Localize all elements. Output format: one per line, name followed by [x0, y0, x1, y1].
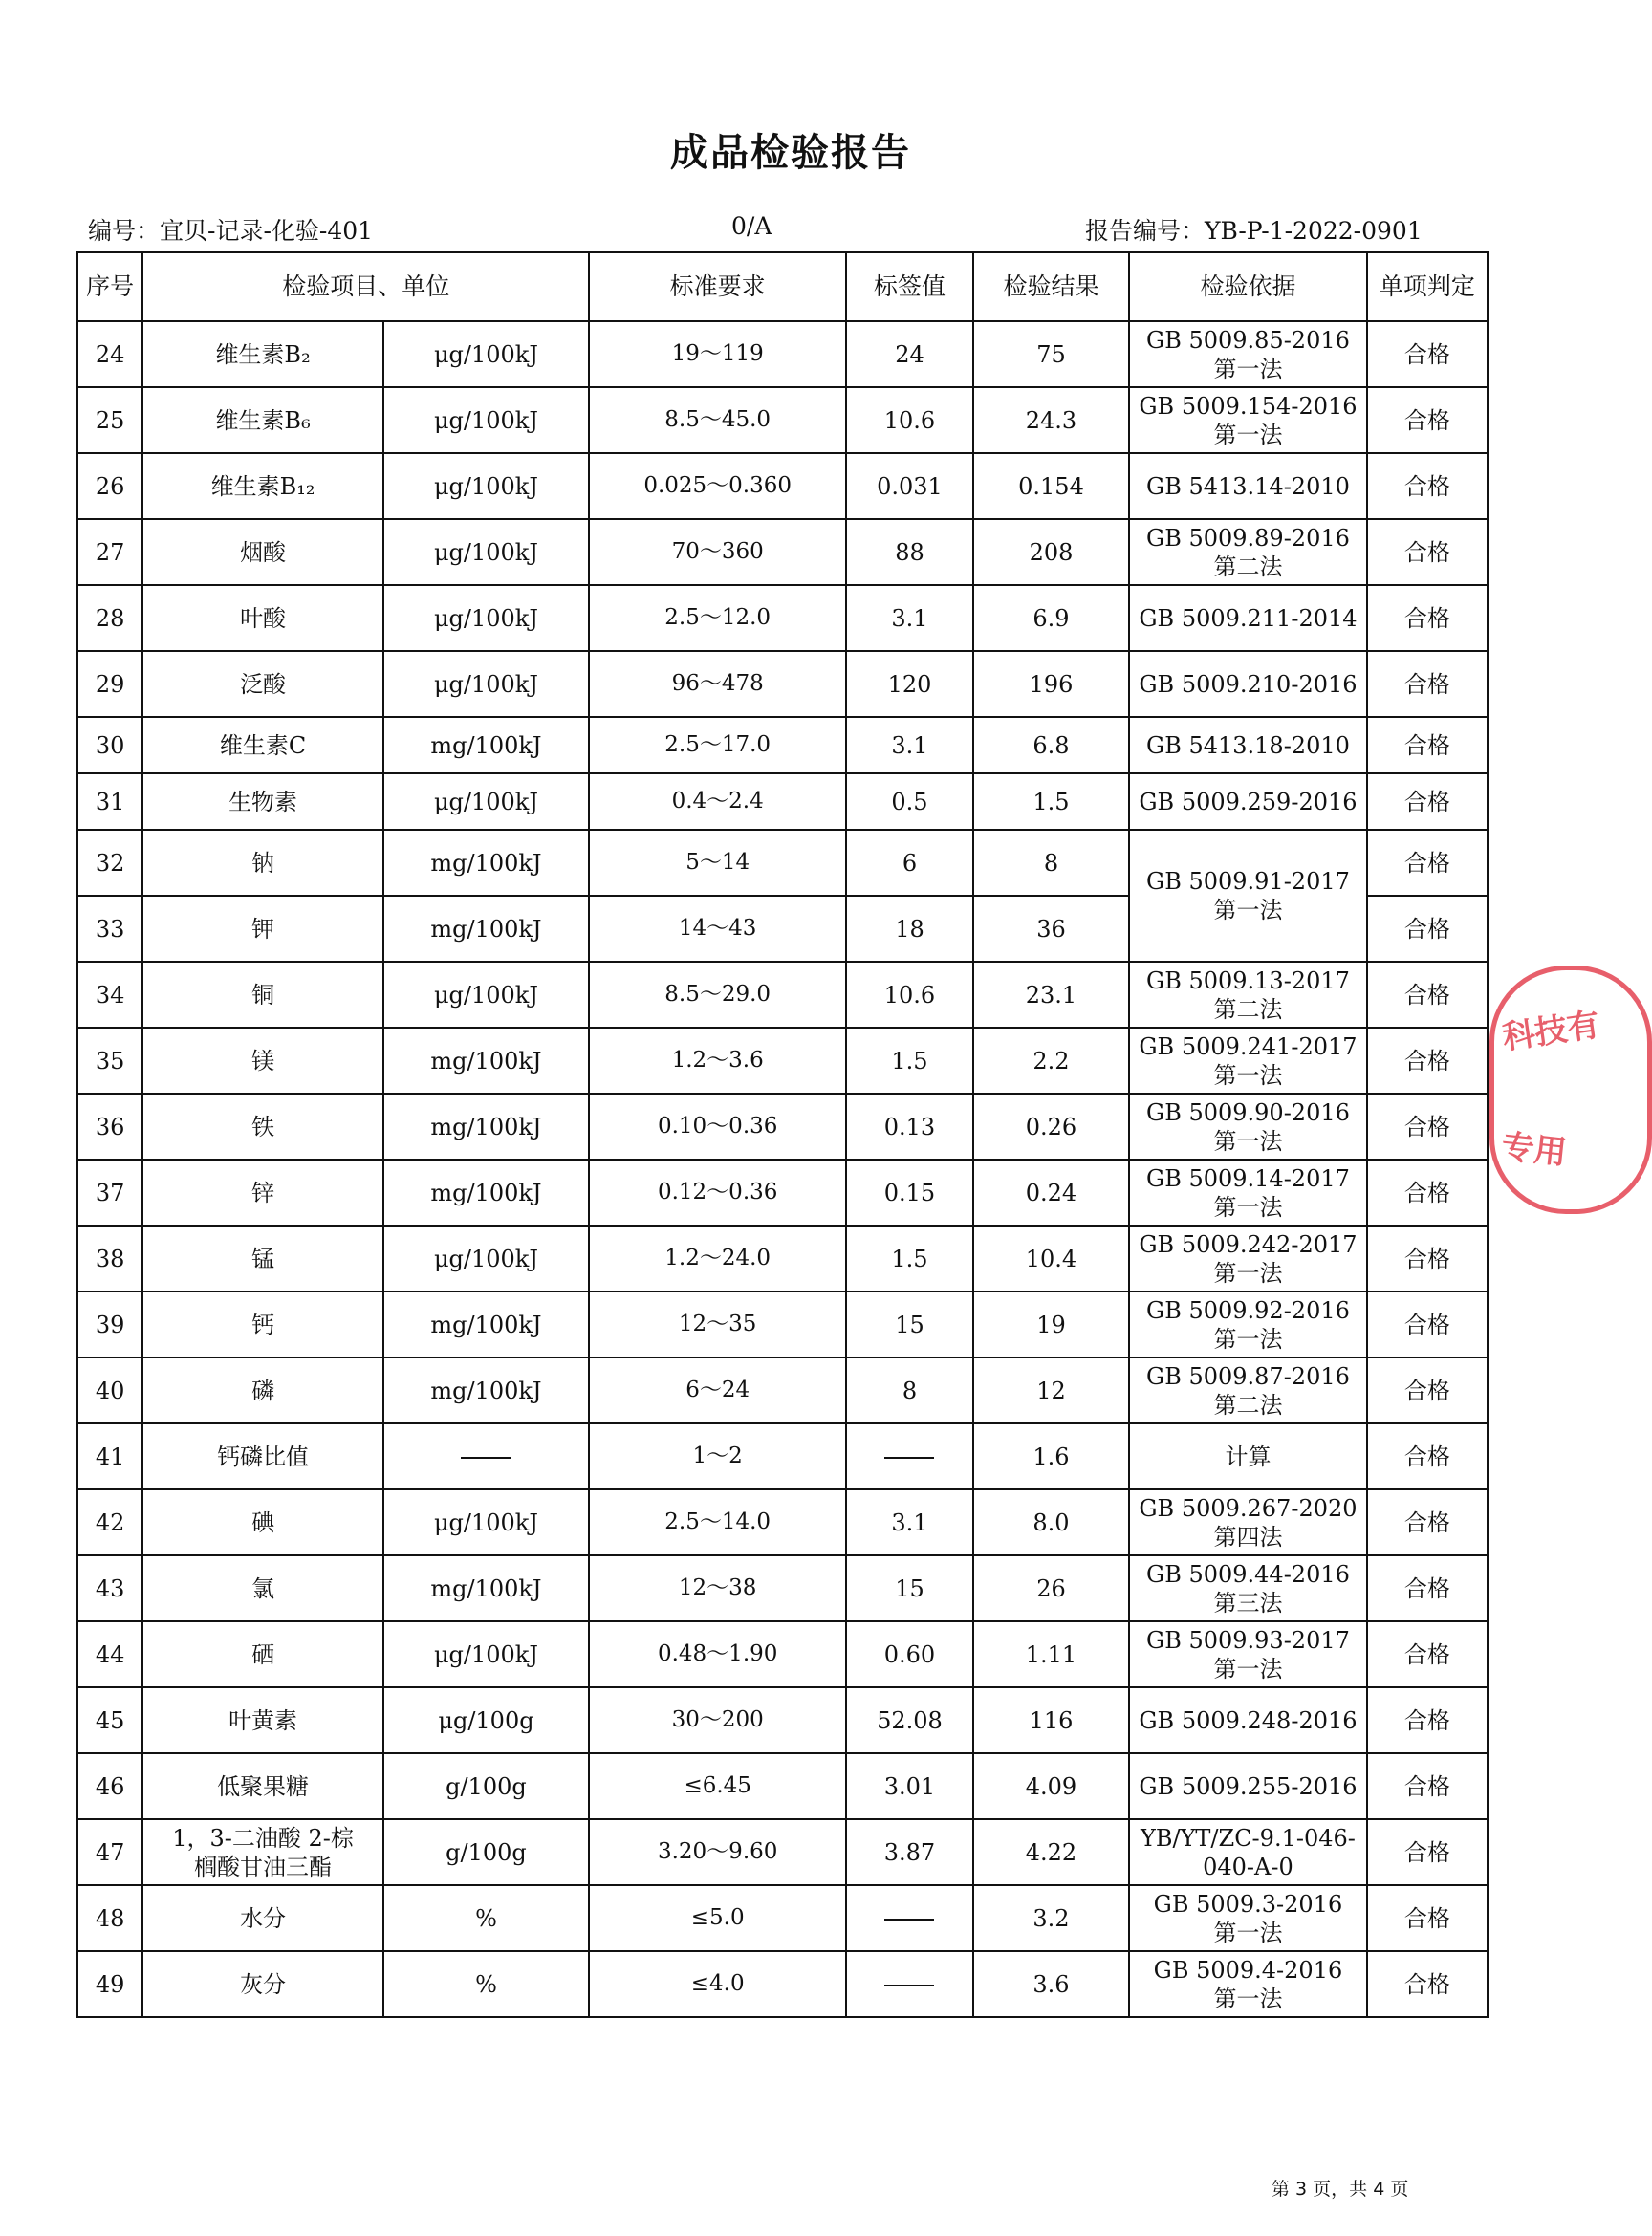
table-row — [77, 717, 1488, 773]
test-basis: GB 5009.13-2017 第二法 — [1129, 962, 1366, 1028]
judgement: 合格 — [1367, 1885, 1488, 1951]
judgement: 合格 — [1367, 896, 1488, 962]
result-value: 3.2 — [973, 1885, 1130, 1951]
result-value: 116 — [973, 1687, 1130, 1753]
col-header-basis: 检验依据 — [1129, 252, 1366, 321]
version-label: 0/A — [731, 212, 772, 240]
table-row — [77, 1885, 1488, 1951]
item-unit: % — [383, 1951, 589, 2017]
row-number: 31 — [77, 773, 142, 830]
judgement: 合格 — [1367, 962, 1488, 1028]
standard-value: 96～478 — [589, 651, 846, 717]
item-unit: mg/100kJ — [383, 717, 589, 773]
table-row — [77, 519, 1488, 585]
test-basis: GB 5413.14-2010 — [1129, 453, 1366, 519]
standard-value: 12～38 — [589, 1555, 846, 1621]
test-basis: 计算 — [1129, 1423, 1366, 1489]
stamp-text-top: 科技有 — [1500, 1006, 1602, 1057]
label-value: 10.6 — [846, 962, 972, 1028]
item-unit: % — [383, 1885, 589, 1951]
standard-value: 3.20～9.60 — [589, 1819, 846, 1885]
result-value: 1.11 — [973, 1621, 1130, 1687]
judgement: 合格 — [1367, 1357, 1488, 1423]
row-number: 35 — [77, 1028, 142, 1094]
col-header-std: 标准要求 — [589, 252, 846, 321]
label-value: 0.5 — [846, 773, 972, 830]
item-unit — [383, 1423, 589, 1489]
col-header-result: 检验结果 — [973, 252, 1130, 321]
item-unit: μg/100g — [383, 1687, 589, 1753]
table-row — [77, 585, 1488, 651]
judgement: 合格 — [1367, 1292, 1488, 1357]
label-value — [846, 1423, 972, 1489]
test-basis: GB 5009.89-2016 第二法 — [1129, 519, 1366, 585]
judgement: 合格 — [1367, 1160, 1488, 1226]
item-name: 泛酸 — [142, 651, 383, 717]
item-unit: mg/100kJ — [383, 896, 589, 962]
table-row — [77, 1423, 1488, 1489]
row-number: 43 — [77, 1555, 142, 1621]
standard-value: 2.5～17.0 — [589, 717, 846, 773]
result-value: 36 — [973, 896, 1130, 962]
label-value: 1.5 — [846, 1028, 972, 1094]
standard-value: 19～119 — [589, 321, 846, 387]
item-name: 低聚果糖 — [142, 1753, 383, 1819]
item-name: 烟酸 — [142, 519, 383, 585]
standard-value: 0.025～0.360 — [589, 453, 846, 519]
result-value: 75 — [973, 321, 1130, 387]
row-number: 24 — [77, 321, 142, 387]
inspection-table — [76, 251, 1489, 2018]
row-number: 34 — [77, 962, 142, 1028]
label-value: 3.1 — [846, 1489, 972, 1555]
label-value: 0.60 — [846, 1621, 972, 1687]
table-row — [77, 1357, 1488, 1423]
row-number: 36 — [77, 1094, 142, 1160]
item-name: 锰 — [142, 1226, 383, 1292]
test-basis: GB 5009.85-2016 第一法 — [1129, 321, 1366, 387]
test-basis: GB 5009.211-2014 — [1129, 585, 1366, 651]
item-name: 钙 — [142, 1292, 383, 1357]
result-value: 0.24 — [973, 1160, 1130, 1226]
row-number: 38 — [77, 1226, 142, 1292]
test-basis: GB 5009.44-2016 第三法 — [1129, 1555, 1366, 1621]
judgement: 合格 — [1367, 1555, 1488, 1621]
test-basis: GB 5009.4-2016 第一法 — [1129, 1951, 1366, 2017]
item-name: 1，3-二油酸 2-棕 榈酸甘油三酯 — [142, 1819, 383, 1885]
result-value: 3.6 — [973, 1951, 1130, 2017]
record-number: 编号：宜贝-记录-化验-401 — [88, 217, 374, 245]
standard-value: 6～24 — [589, 1357, 846, 1423]
judgement: 合格 — [1367, 1423, 1488, 1489]
standard-value: 70～360 — [589, 519, 846, 585]
label-value: 0.15 — [846, 1160, 972, 1226]
label-value: 8 — [846, 1357, 972, 1423]
result-value: 10.4 — [973, 1226, 1130, 1292]
judgement: 合格 — [1367, 1687, 1488, 1753]
item-unit: mg/100kJ — [383, 1555, 589, 1621]
item-name: 锌 — [142, 1160, 383, 1226]
row-number: 46 — [77, 1753, 142, 1819]
standard-value: ≤6.45 — [589, 1753, 846, 1819]
label-value: 10.6 — [846, 387, 972, 453]
judgement: 合格 — [1367, 1621, 1488, 1687]
standard-value: 0.4～2.4 — [589, 773, 846, 830]
table-row — [77, 1489, 1488, 1555]
table-row — [77, 387, 1488, 453]
test-basis: GB 5009.248-2016 — [1129, 1687, 1366, 1753]
label-value: 52.08 — [846, 1687, 972, 1753]
label-value: 24 — [846, 321, 972, 387]
result-value: 6.9 — [973, 585, 1130, 651]
dash-mark — [884, 1919, 934, 1921]
page-number: 第 3 页，共 4 页 — [1272, 2179, 1409, 2200]
judgement: 合格 — [1367, 830, 1488, 896]
result-value: 8 — [973, 830, 1130, 896]
label-value: 0.031 — [846, 453, 972, 519]
item-name: 维生素B₁₂ — [142, 453, 383, 519]
item-name: 镁 — [142, 1028, 383, 1094]
test-basis: GB 5413.18-2010 — [1129, 717, 1366, 773]
table-row — [77, 453, 1488, 519]
test-basis: YB/YT/ZC-9.1-046- 040-A-0 — [1129, 1819, 1366, 1885]
col-header-item: 检验项目、单位 — [142, 252, 589, 321]
item-unit: g/100g — [383, 1819, 589, 1885]
label-value: 0.13 — [846, 1094, 972, 1160]
judgement: 合格 — [1367, 321, 1488, 387]
label-value: 3.1 — [846, 585, 972, 651]
label-value: 3.87 — [846, 1819, 972, 1885]
test-basis: GB 5009.14-2017 第一法 — [1129, 1160, 1366, 1226]
result-value: 4.22 — [973, 1819, 1130, 1885]
item-unit: μg/100kJ — [383, 321, 589, 387]
standard-value: 1～2 — [589, 1423, 846, 1489]
row-number: 45 — [77, 1687, 142, 1753]
table-row — [77, 1028, 1488, 1094]
test-basis: GB 5009.255-2016 — [1129, 1753, 1366, 1819]
seal-stamp — [1489, 966, 1652, 1214]
standard-value: 2.5～12.0 — [589, 585, 846, 651]
item-name: 灰分 — [142, 1951, 383, 2017]
row-number: 27 — [77, 519, 142, 585]
row-number: 47 — [77, 1819, 142, 1885]
item-name: 碘 — [142, 1489, 383, 1555]
dash-mark — [884, 1457, 934, 1459]
col-header-label: 标签值 — [846, 252, 972, 321]
row-number: 44 — [77, 1621, 142, 1687]
result-value: 24.3 — [973, 387, 1130, 453]
table-row — [77, 1753, 1488, 1819]
standard-value: 1.2～24.0 — [589, 1226, 846, 1292]
standard-value: 2.5～14.0 — [589, 1489, 846, 1555]
judgement: 合格 — [1367, 1226, 1488, 1292]
row-number: 41 — [77, 1423, 142, 1489]
test-basis: GB 5009.3-2016 第一法 — [1129, 1885, 1366, 1951]
table-header-row — [77, 252, 1488, 321]
standard-value: 14～43 — [589, 896, 846, 962]
judgement: 合格 — [1367, 519, 1488, 585]
result-value: 19 — [973, 1292, 1130, 1357]
table-row — [77, 1555, 1488, 1621]
result-value: 196 — [973, 651, 1130, 717]
label-value — [846, 1885, 972, 1951]
judgement: 合格 — [1367, 387, 1488, 453]
row-number: 33 — [77, 896, 142, 962]
table-row — [77, 962, 1488, 1028]
row-number: 39 — [77, 1292, 142, 1357]
item-unit: mg/100kJ — [383, 830, 589, 896]
result-value: 26 — [973, 1555, 1130, 1621]
label-value: 15 — [846, 1292, 972, 1357]
test-basis: GB 5009.241-2017 第一法 — [1129, 1028, 1366, 1094]
label-value: 88 — [846, 519, 972, 585]
col-header-judge: 单项判定 — [1367, 252, 1488, 321]
table-row — [77, 830, 1488, 896]
standard-value: 5～14 — [589, 830, 846, 896]
col-header-no: 序号 — [77, 252, 142, 321]
row-number: 30 — [77, 717, 142, 773]
row-number: 48 — [77, 1885, 142, 1951]
result-value: 23.1 — [973, 962, 1130, 1028]
label-value: 15 — [846, 1555, 972, 1621]
item-name: 维生素B₂ — [142, 321, 383, 387]
item-name: 叶黄素 — [142, 1687, 383, 1753]
test-basis: GB 5009.242-2017 第一法 — [1129, 1226, 1366, 1292]
test-basis: GB 5009.259-2016 — [1129, 773, 1366, 830]
item-unit: g/100g — [383, 1753, 589, 1819]
test-basis: GB 5009.90-2016 第一法 — [1129, 1094, 1366, 1160]
label-value — [846, 1951, 972, 2017]
item-unit: μg/100kJ — [383, 773, 589, 830]
item-unit: μg/100kJ — [383, 1226, 589, 1292]
row-number: 29 — [77, 651, 142, 717]
row-number: 40 — [77, 1357, 142, 1423]
item-name: 维生素C — [142, 717, 383, 773]
item-name: 维生素B₆ — [142, 387, 383, 453]
row-number: 42 — [77, 1489, 142, 1555]
result-value: 1.5 — [973, 773, 1130, 830]
item-unit: mg/100kJ — [383, 1160, 589, 1226]
judgement: 合格 — [1367, 1819, 1488, 1885]
item-unit: μg/100kJ — [383, 651, 589, 717]
dash-mark — [884, 1985, 934, 1986]
judgement: 合格 — [1367, 1489, 1488, 1555]
row-number: 49 — [77, 1951, 142, 2017]
result-value: 1.6 — [973, 1423, 1130, 1489]
table-row — [77, 651, 1488, 717]
table-body — [77, 321, 1488, 2017]
report-title: 成品检验报告 — [670, 131, 911, 175]
item-unit: μg/100kJ — [383, 585, 589, 651]
label-value: 120 — [846, 651, 972, 717]
standard-value: 8.5～45.0 — [589, 387, 846, 453]
table-row — [77, 1621, 1488, 1687]
standard-value: 8.5～29.0 — [589, 962, 846, 1028]
judgement: 合格 — [1367, 717, 1488, 773]
standard-value: 0.12～0.36 — [589, 1160, 846, 1226]
table-row — [77, 1292, 1488, 1357]
table-row — [77, 773, 1488, 830]
table-row — [77, 1687, 1488, 1753]
row-number: 37 — [77, 1160, 142, 1226]
standard-value: 1.2～3.6 — [589, 1028, 846, 1094]
item-unit: mg/100kJ — [383, 1028, 589, 1094]
judgement: 合格 — [1367, 1951, 1488, 2017]
item-name: 钠 — [142, 830, 383, 896]
label-value: 3.1 — [846, 717, 972, 773]
item-name: 氯 — [142, 1555, 383, 1621]
table-row — [77, 1160, 1488, 1226]
table-row — [77, 1094, 1488, 1160]
test-basis: GB 5009.91-2017 第一法 — [1129, 830, 1366, 962]
test-basis: GB 5009.87-2016 第二法 — [1129, 1357, 1366, 1423]
item-unit: μg/100kJ — [383, 519, 589, 585]
result-value: 8.0 — [973, 1489, 1130, 1555]
table-row — [77, 321, 1488, 387]
item-unit: μg/100kJ — [383, 387, 589, 453]
result-value: 6.8 — [973, 717, 1130, 773]
judgement: 合格 — [1367, 1753, 1488, 1819]
item-name: 铁 — [142, 1094, 383, 1160]
table-row — [77, 1226, 1488, 1292]
item-name: 钾 — [142, 896, 383, 962]
label-value: 18 — [846, 896, 972, 962]
test-basis: GB 5009.92-2016 第一法 — [1129, 1292, 1366, 1357]
standard-value: 0.10～0.36 — [589, 1094, 846, 1160]
judgement: 合格 — [1367, 1028, 1488, 1094]
label-value: 6 — [846, 830, 972, 896]
result-value: 0.26 — [973, 1094, 1130, 1160]
table-row — [77, 1951, 1488, 2017]
item-unit: μg/100kJ — [383, 1621, 589, 1687]
judgement: 合格 — [1367, 1094, 1488, 1160]
row-number: 25 — [77, 387, 142, 453]
label-value: 3.01 — [846, 1753, 972, 1819]
judgement: 合格 — [1367, 651, 1488, 717]
test-basis: GB 5009.93-2017 第一法 — [1129, 1621, 1366, 1687]
result-value: 12 — [973, 1357, 1130, 1423]
item-unit: mg/100kJ — [383, 1094, 589, 1160]
report-number: 报告编号：YB-P-1-2022-0901 — [1085, 217, 1423, 245]
item-unit: mg/100kJ — [383, 1357, 589, 1423]
result-value: 4.09 — [973, 1753, 1130, 1819]
judgement: 合格 — [1367, 453, 1488, 519]
item-unit: mg/100kJ — [383, 1292, 589, 1357]
item-name: 叶酸 — [142, 585, 383, 651]
item-name: 水分 — [142, 1885, 383, 1951]
standard-value: ≤4.0 — [589, 1951, 846, 2017]
label-value: 1.5 — [846, 1226, 972, 1292]
item-unit: μg/100kJ — [383, 1489, 589, 1555]
table-row — [77, 1819, 1488, 1885]
item-name: 生物素 — [142, 773, 383, 830]
test-basis: GB 5009.267-2020 第四法 — [1129, 1489, 1366, 1555]
result-value: 2.2 — [973, 1028, 1130, 1094]
result-value: 0.154 — [973, 453, 1130, 519]
judgement: 合格 — [1367, 773, 1488, 830]
item-name: 磷 — [142, 1357, 383, 1423]
standard-value: 12～35 — [589, 1292, 846, 1357]
dash-mark — [461, 1457, 511, 1459]
result-value: 208 — [973, 519, 1130, 585]
standard-value: 30～200 — [589, 1687, 846, 1753]
standard-value: ≤5.0 — [589, 1885, 846, 1951]
judgement: 合格 — [1367, 585, 1488, 651]
row-number: 32 — [77, 830, 142, 896]
item-name: 硒 — [142, 1621, 383, 1687]
item-unit: μg/100kJ — [383, 962, 589, 1028]
test-basis: GB 5009.210-2016 — [1129, 651, 1366, 717]
stamp-text-bottom: 专用 — [1499, 1127, 1569, 1173]
item-name: 铜 — [142, 962, 383, 1028]
standard-value: 0.48～1.90 — [589, 1621, 846, 1687]
item-name: 钙磷比值 — [142, 1423, 383, 1489]
row-number: 26 — [77, 453, 142, 519]
row-number: 28 — [77, 585, 142, 651]
test-basis: GB 5009.154-2016 第一法 — [1129, 387, 1366, 453]
item-unit: μg/100kJ — [383, 453, 589, 519]
